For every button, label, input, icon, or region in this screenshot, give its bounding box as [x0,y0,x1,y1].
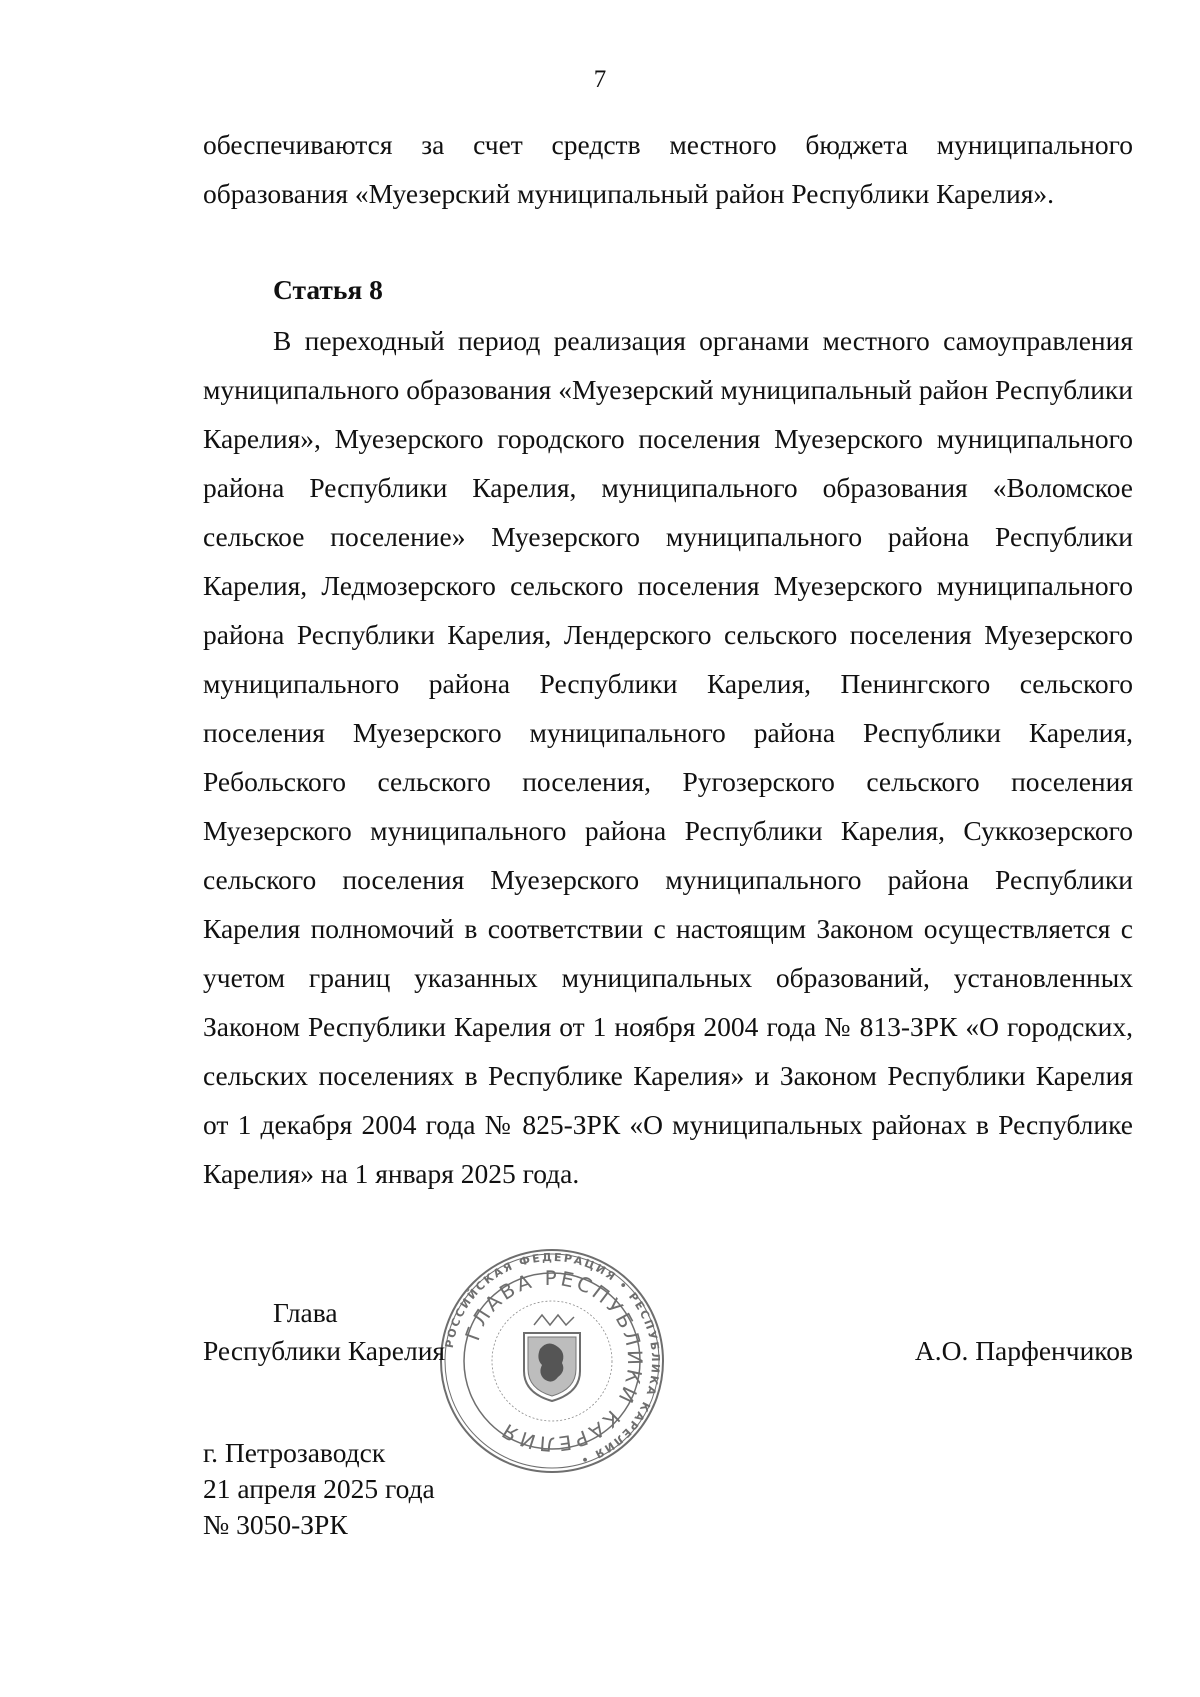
article-heading: Статья 8 [273,274,383,305]
signatory-title: Глава [273,1297,338,1328]
article-body-text: В переходный период реализация органами местного самоуправления муниципального образования «Муезерский муниципальный район Республики Карелия», Муезерского городского поселения Муезерского муниципального района Республики Карелия, муниципального образования «Воломское сельское поселение» Муезерского муниципального района Республики Карелия, Ледмозерского сельского поселения Муезерского муниципального района Республики Карелия, Лендерского сельского поселения Муезерского муниципального района Республики Карелия, Пенингского сельского поселения Муезерского муниципального района Республики Карелия, Ребольского сельского поселения, Ругозерского сельского поселения Муезерского муниципального района Республики Карелия, Суккозерского сельского поселения Муезерского муниципального района Республики Карелия полномочий в соответствии с настоящим Законом осуществляется с учетом границ указанных муниципальных образований, установленных Законом Республики Карелия от 1 ноября 2004 года № 813-ЗРК «О городских, сельских поселениях в Республике Карелия» и Законом Республики Карелия от 1 декабря 2004 года № 825-ЗРК «О муниципальных районах в Республике Карелия» на 1 января 2025 года. [203,325,1133,1189]
seal-inner-text: ГЛАВА РЕСПУБЛИКИ КАРЕЛИЯ [460,1265,648,1457]
signatory-name: А.О. Парфенчиков [914,1335,1133,1366]
official-seal [438,1247,666,1475]
intro-text: обеспечиваются за счет средств местного бюджета муниципального образования «Муезерский муниципальный район Республики Карелия». [203,129,1133,209]
article-body [203,316,1133,1198]
coat-of-arms-icon [524,1315,580,1401]
seal-graphic [438,1247,666,1475]
place-and-date [203,1435,435,1543]
law-number: № 3050-ЗРК [203,1509,348,1540]
intro-paragraph [203,120,1133,218]
city: г. Петрозаводск [203,1437,386,1468]
page-number: 7 [593,66,607,93]
date: 21 апреля 2025 года [203,1473,435,1504]
seal-outer-text: РОССИЙСКАЯ ФЕДЕРАЦИЯ • РЕСПУБЛИКА КАРЕЛИЯ • [442,1250,663,1468]
signatory-organization: Республики Карелия [203,1335,446,1366]
